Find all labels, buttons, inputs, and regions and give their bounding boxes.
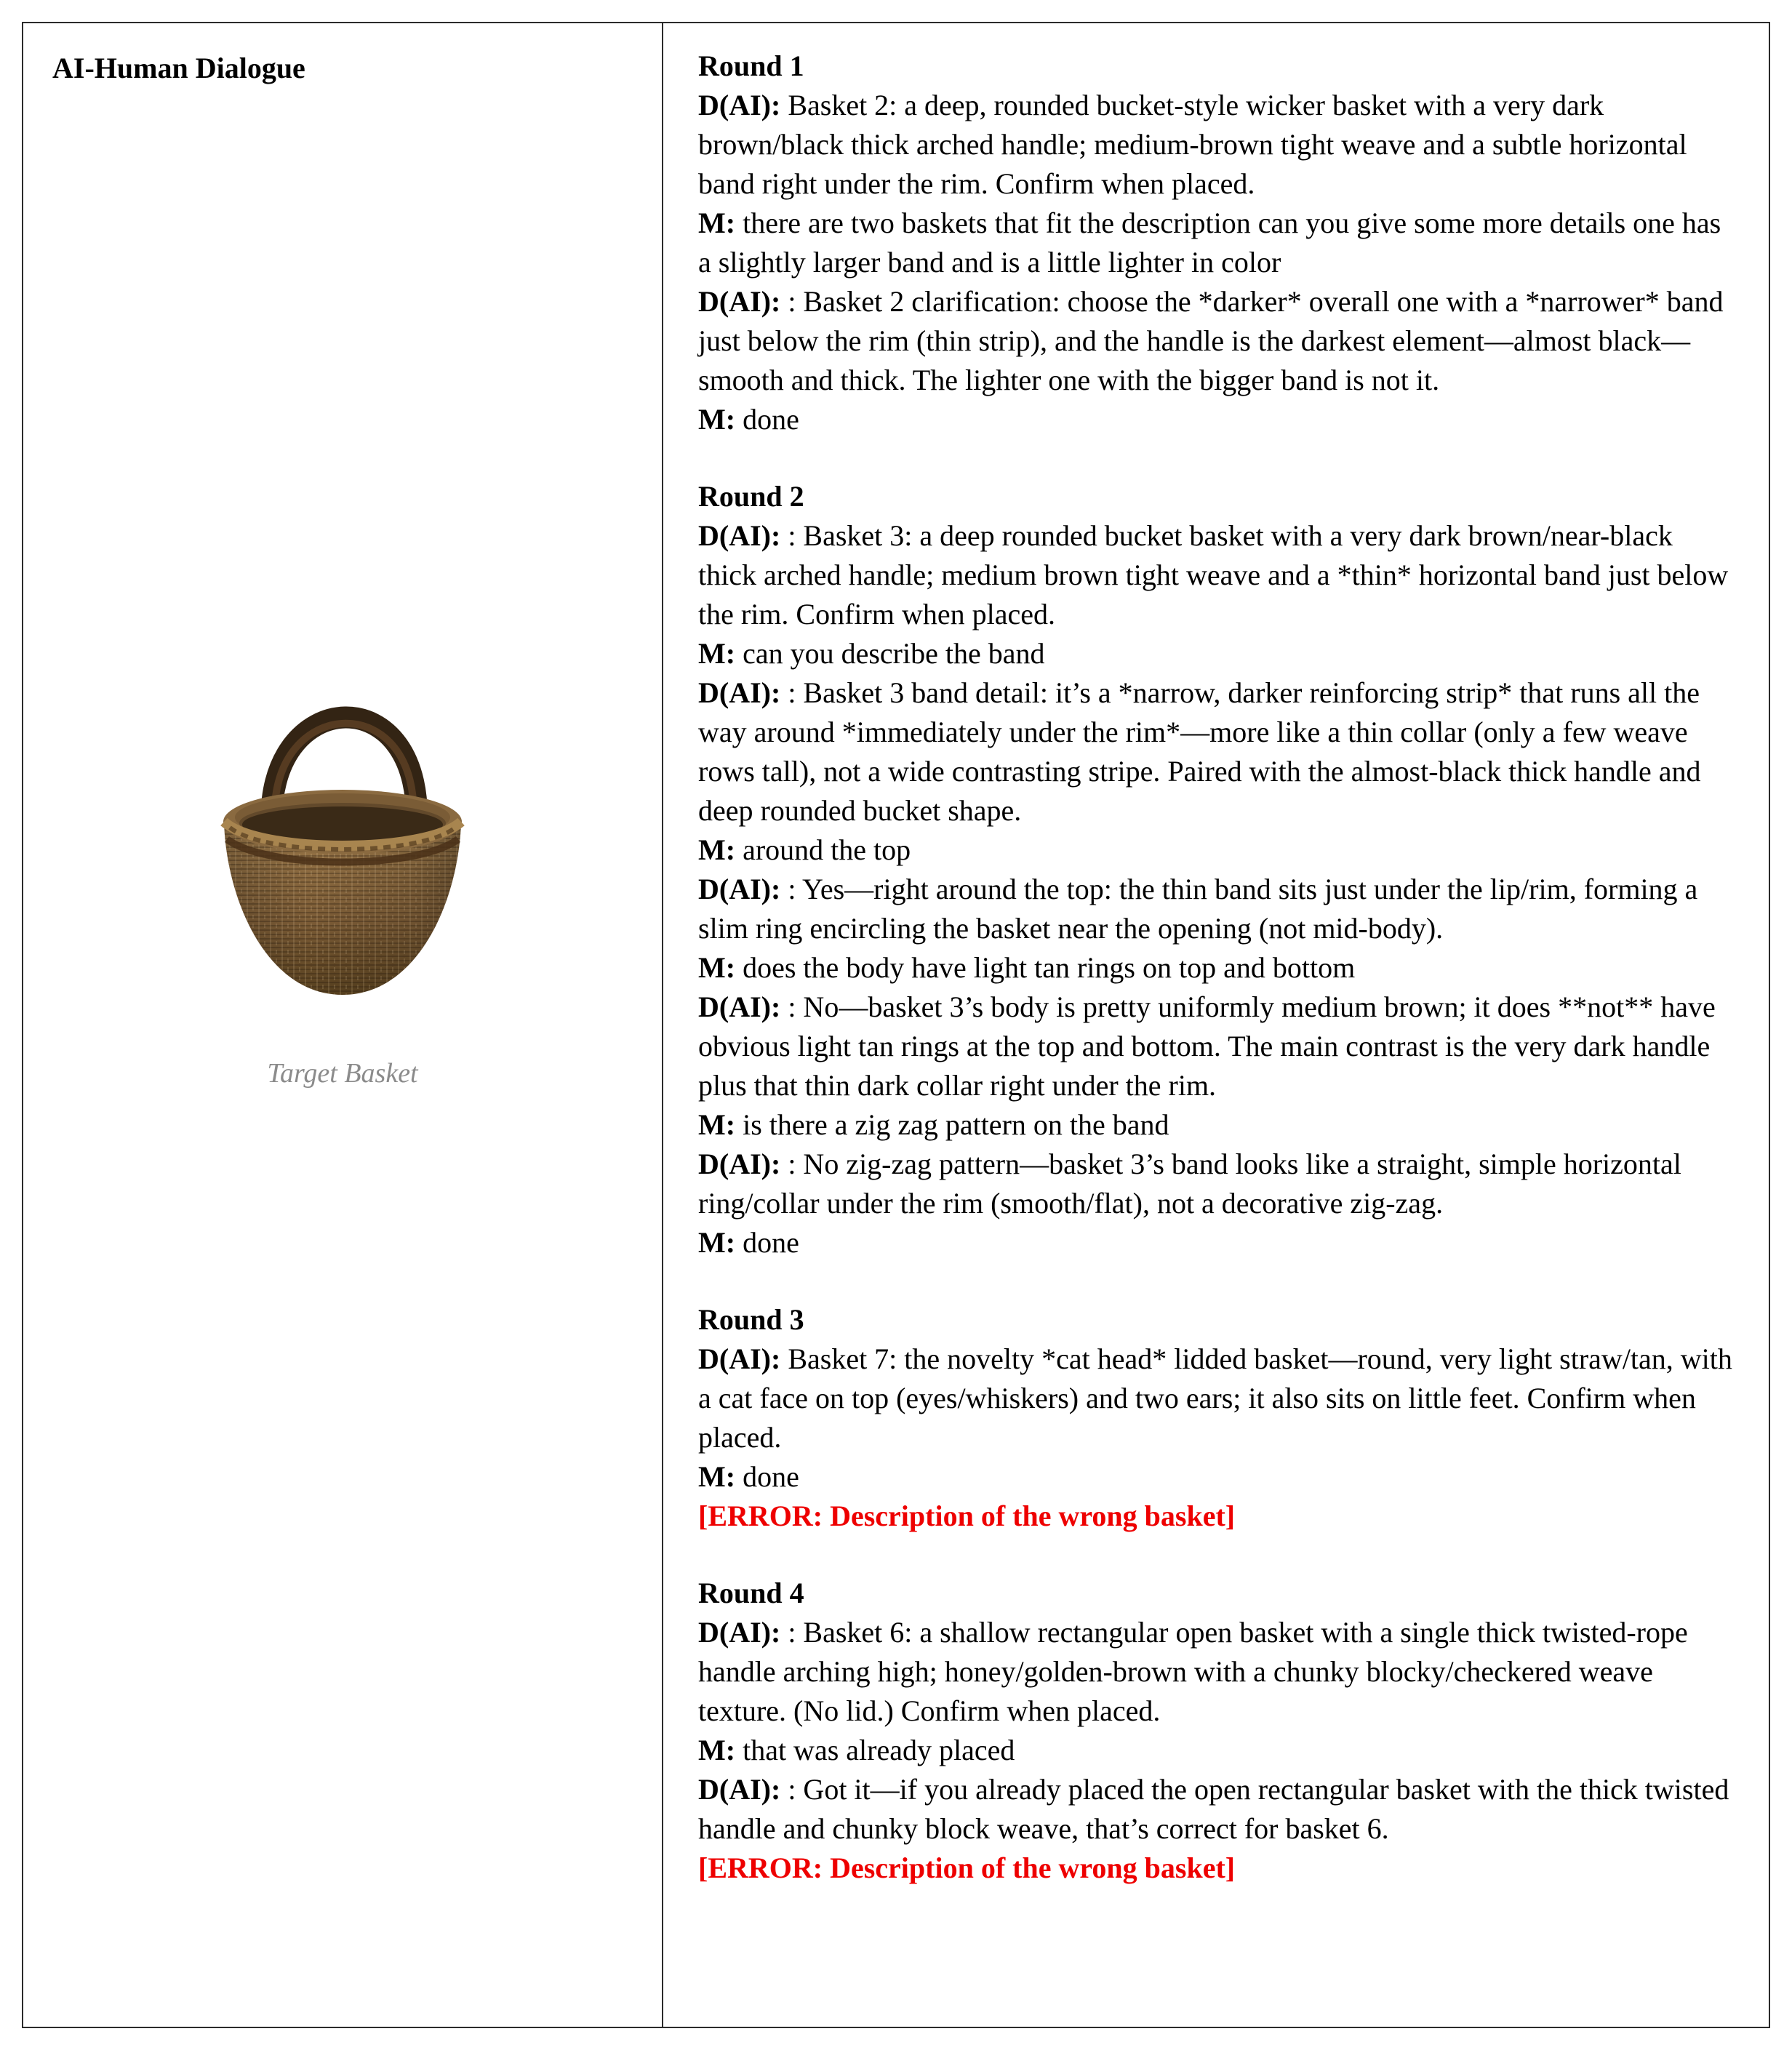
dialogue-message: D(AI): : Yes—right around the top: the thin band sits just under the lip/rim, forming a slim ring encircling the basket near the opening (not mid-body). — [698, 873, 1698, 945]
error-message: [ERROR: Description of the wrong basket] — [698, 1851, 1236, 1884]
dialogue-message: D(AI): Basket 2: a deep, rounded bucket-style wicker basket with a very dark brown/black thick arched handle; medium-brown tight weave and a subtle horizontal band right under the rim. Confirm when placed. — [698, 89, 1687, 200]
dialogue-message: M: can you describe the band — [698, 637, 1045, 670]
round-title: Round 2 — [698, 480, 804, 513]
speaker-label: D(AI): — [698, 89, 781, 121]
speaker-label: M: — [698, 1460, 736, 1493]
dialogue-message: M: is there a zig zag pattern on the band — [698, 1108, 1169, 1141]
dialogue-message: D(AI): : Basket 6: a shallow rectangular open basket with a single thick twisted-rope handle arching high; honey/golden-brown with a chunky blocky/checkered weave texture. (No lid.) Confirm when placed. — [698, 1616, 1688, 1727]
speaker-label: M: — [698, 833, 736, 866]
dialogue-message: M: does the body have light tan rings on top and bottom — [698, 951, 1356, 984]
dialogue-message: M: there are two baskets that fit the description can you give some more details one has a slightly larger band and is a little lighter in color — [698, 207, 1721, 279]
round-title: Round 4 — [698, 1577, 804, 1609]
speaker-label: M: — [698, 207, 736, 239]
dialogue-message: D(AI): : No zig-zag pattern—basket 3’s band looks like a straight, simple horizontal ring/collar under the rim (smooth/flat), not a decorative zig-zag. — [698, 1148, 1681, 1220]
speaker-label: D(AI): — [698, 1773, 781, 1806]
dialogue-round — [698, 1574, 1737, 1888]
speaker-label: M: — [698, 1108, 736, 1141]
dialogue-message: M: around the top — [698, 833, 911, 866]
dialogue-round — [698, 47, 1737, 439]
speaker-label: D(AI): — [698, 990, 781, 1023]
dialogue-message: D(AI): : Got it—if you already placed the open rectangular basket with the thick twisted handle and chunky block weave, that’s correct for basket 6. — [698, 1773, 1729, 1845]
dialogue-message: D(AI): : Basket 2 clarification: choose the *darker* overall one with a *narrower* band just below the rim (thin strip), and the handle is the darkest element—almost black—smooth and thick. The lighter one with the bigger band is not it. — [698, 285, 1724, 396]
speaker-label: M: — [698, 1734, 736, 1766]
left-panel — [23, 23, 663, 2027]
dialogue-round — [698, 477, 1737, 1262]
dialogue-rounds — [698, 47, 1737, 1888]
speaker-label: D(AI): — [698, 1342, 781, 1375]
round-title: Round 1 — [698, 49, 804, 82]
speaker-label: D(AI): — [698, 676, 781, 709]
dialogue-message: M: done — [698, 1460, 799, 1493]
dialogue-message: D(AI): : Basket 3: a deep rounded bucket basket with a very dark brown/near-black thick arched handle; medium brown tight weave and a *thin* horizontal band just below the rim. Confirm when placed. — [698, 519, 1729, 630]
speaker-label: M: — [698, 951, 736, 984]
speaker-label: D(AI): — [698, 1616, 781, 1649]
speaker-label: D(AI): — [698, 285, 781, 318]
dialogue-message: M: done — [698, 403, 799, 436]
target-basket-figure — [52, 596, 633, 1089]
speaker-label: D(AI): — [698, 519, 781, 552]
speaker-label: M: — [698, 403, 736, 436]
target-basket-image — [186, 596, 499, 1011]
dialogue-panel — [663, 23, 1769, 2027]
panel-title: AI-Human Dialogue — [52, 52, 305, 84]
dialogue-message: D(AI): : Basket 3 band detail: it’s a *narrow, darker reinforcing strip* that runs all the way around *immediately under the rim*—more like a thin collar (only a few weave rows tall), not a wide contrasting stripe. Paired with the almost-black thick handle and deep rounded bucket shape. — [698, 676, 1701, 827]
speaker-label: D(AI): — [698, 1148, 781, 1180]
round-title: Round 3 — [698, 1303, 804, 1336]
dialogue-round — [698, 1300, 1737, 1536]
target-basket-caption: Target Basket — [267, 1058, 418, 1089]
figure-frame — [22, 22, 1770, 2028]
speaker-label: M: — [698, 1226, 736, 1259]
dialogue-message: M: that was already placed — [698, 1734, 1015, 1766]
speaker-label: M: — [698, 637, 736, 670]
dialogue-message: M: done — [698, 1226, 799, 1259]
speaker-label: D(AI): — [698, 873, 781, 905]
dialogue-message: D(AI): : No—basket 3’s body is pretty uniformly medium brown; it does **not** have obvious light tan rings at the top and bottom. The main contrast is the very dark handle plus that thin dark collar right under the rim. — [698, 990, 1716, 1102]
error-message: [ERROR: Description of the wrong basket] — [698, 1500, 1236, 1532]
dialogue-message: D(AI): Basket 7: the novelty *cat head* lidded basket—round, very light straw/tan, with a cat face on top (eyes/whiskers) and two ears; it also sits on little feet. Confirm when placed. — [698, 1342, 1732, 1454]
